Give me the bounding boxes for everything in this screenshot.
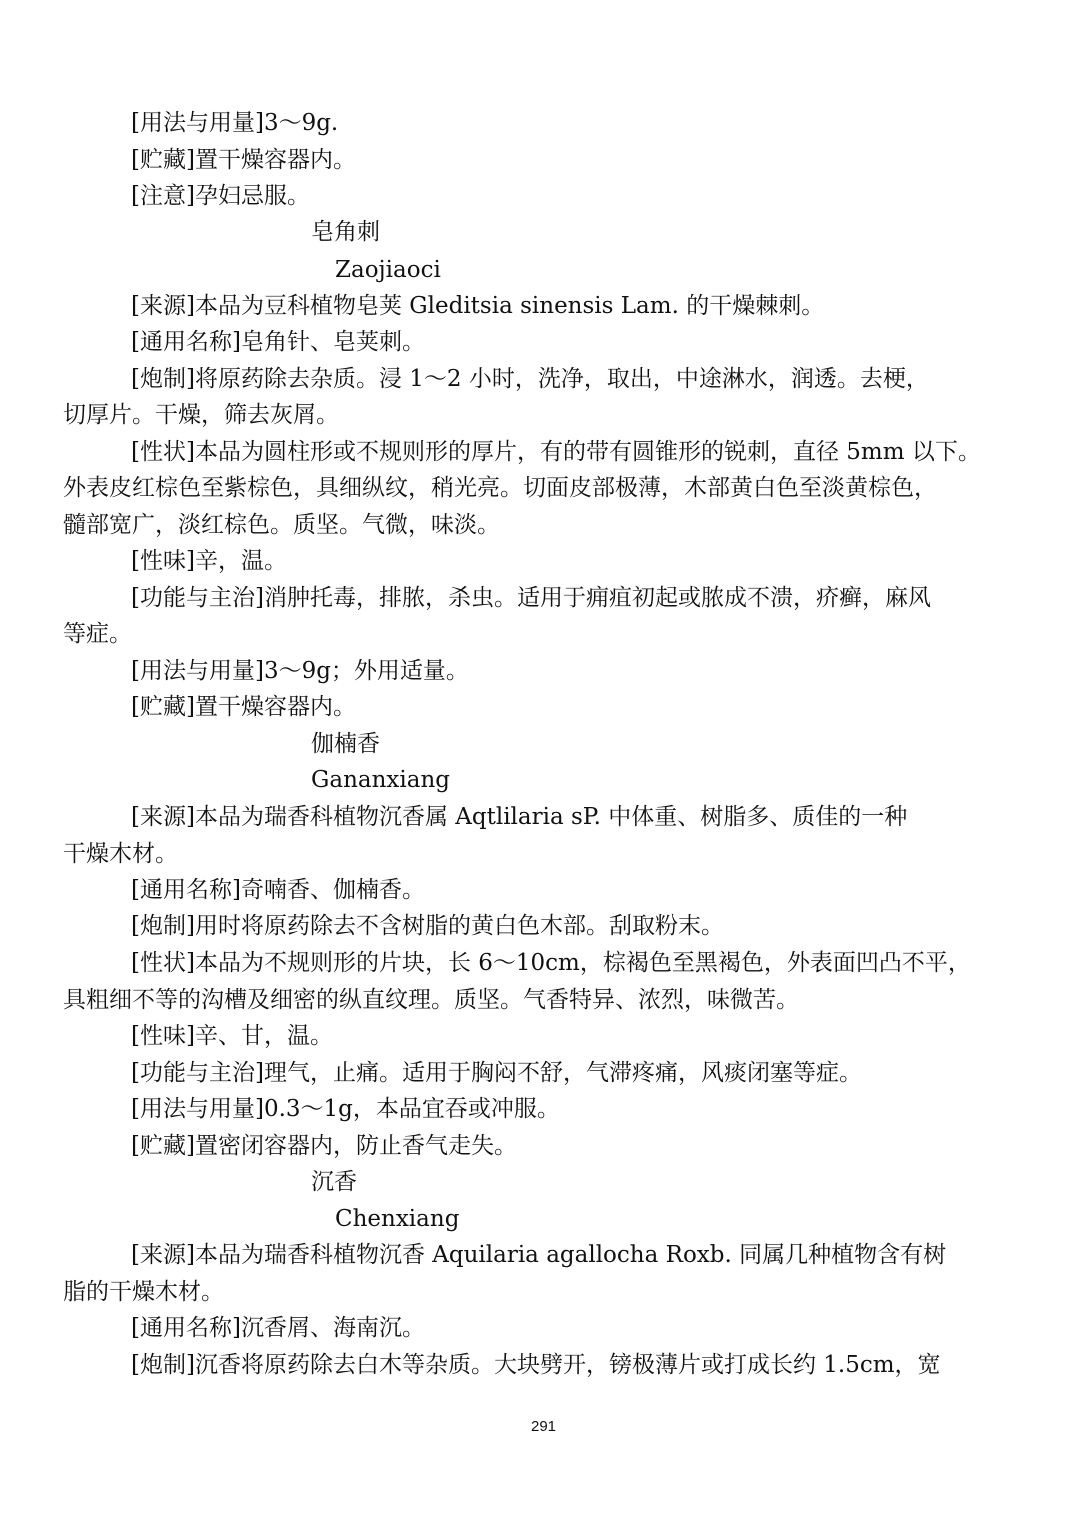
entry-pinyin: Zaojiaoci xyxy=(335,257,441,283)
entry-title: 皂角刺 xyxy=(311,219,380,245)
text-line: [性味]辛，温。 xyxy=(131,548,287,574)
text-line: [用法与用量]0.3～1g，本品宜吞或冲服。 xyxy=(131,1096,560,1122)
text-line: [贮藏]置干燥容器内。 xyxy=(131,694,356,720)
text-line: 切厚片。干燥，筛去灰屑。 xyxy=(63,402,339,428)
text-line: 干燥木材。 xyxy=(63,841,178,867)
text-line: [性状]本品为圆柱形或不规则形的厚片，有的带有圆锥形的锐刺，直径 5mm 以下。 xyxy=(131,439,981,465)
text-line: [用法与用量]3～9g；外用适量。 xyxy=(131,658,469,684)
entry-pinyin: Chenxiang xyxy=(335,1206,460,1232)
text-line: 等症。 xyxy=(63,621,132,647)
entry-title: 沉香 xyxy=(311,1169,357,1195)
text-line: 脂的干燥木材。 xyxy=(63,1279,224,1305)
text-line: [来源]本品为豆科植物皂荚 Gleditsia sinensis Lam. 的干燥棘刺。 xyxy=(131,293,825,319)
page-number: 291 xyxy=(530,1418,557,1435)
text-line: [通用名称]沉香屑、海南沉。 xyxy=(131,1315,425,1341)
text-line: [通用名称]奇喃香、伽楠香。 xyxy=(131,877,425,903)
text-line: 外表皮红棕色至紫棕色，具细纵纹，稍光亮。切面皮部极薄，木部黄白色至淡黄棕色， xyxy=(63,475,937,501)
text-line: [贮藏]置密闭容器内，防止香气走失。 xyxy=(131,1133,517,1159)
text-line: 具粗细不等的沟槽及细密的纵直纹理。质坚。气香特异、浓烈，味微苦。 xyxy=(63,987,799,1013)
text-line: [性味]辛、甘，温。 xyxy=(131,1023,333,1049)
entry-title: 伽楠香 xyxy=(311,731,380,757)
text-line: [来源]本品为瑞香科植物沉香 Aquilaria agallocha Roxb. 同属几种植物含有树 xyxy=(131,1242,947,1268)
text-line: [炮制]沉香将原药除去白木等杂质。大块劈开，镑极薄片或打成长约 1.5cm，宽 xyxy=(131,1352,941,1378)
entry-pinyin: Gananxiang xyxy=(311,767,450,793)
text-line: [贮藏]置干燥容器内。 xyxy=(131,147,356,173)
text-line: 髓部宽广，淡红棕色。质坚。气微，味淡。 xyxy=(63,512,500,538)
text-line: [通用名称]皂角针、皂荚刺。 xyxy=(131,329,425,355)
text-line: [功能与主治]理气，止痛。适用于胸闷不舒，气滞疼痛，风痰闭塞等症。 xyxy=(131,1060,862,1086)
text-line: [炮制]将原药除去杂质。浸 1～2 小时，洗净，取出，中途淋水，润透。去梗， xyxy=(131,366,929,392)
text-line: [来源]本品为瑞香科植物沉香属 Aqtlilaria sP. 中体重、树脂多、质佳的一种 xyxy=(131,804,908,830)
text-line: [用法与用量]3～9g. xyxy=(131,110,339,136)
text-line: [注意]孕妇忌服。 xyxy=(131,183,310,209)
text-line: [性状]本品为不规则形的片块，长 6～10cm，棕褐色至黑褐色，外表面凹凸不平， xyxy=(131,950,971,976)
text-line: [炮制]用时将原药除去不含树脂的黄白色木部。刮取粉末。 xyxy=(131,913,724,939)
text-line: [功能与主治]消肿托毒，排脓，杀虫。适用于痈疽初起或脓成不溃，疥癣，麻风 xyxy=(131,585,931,611)
